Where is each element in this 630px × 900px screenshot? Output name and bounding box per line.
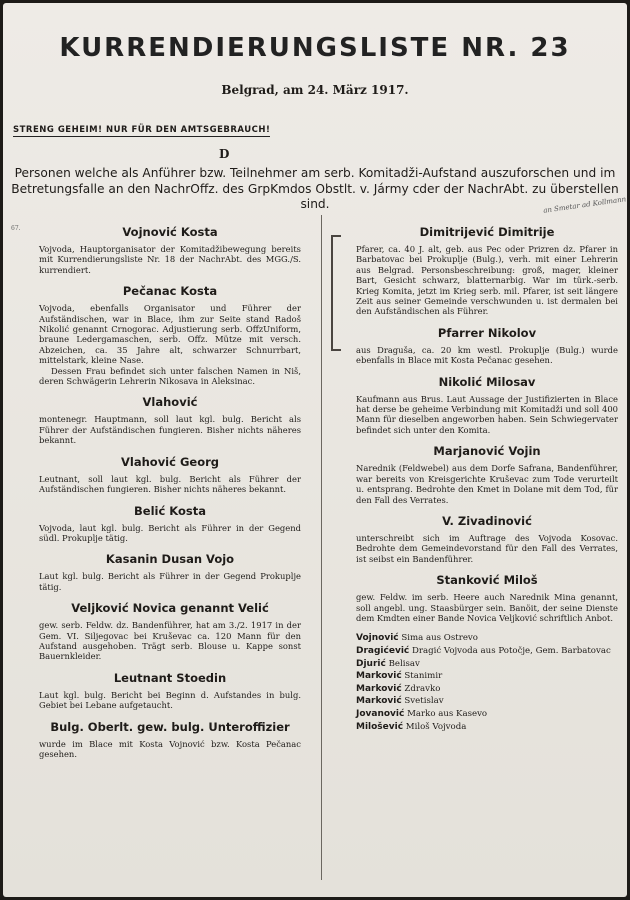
entry-kasanin-dusan-vojo (39, 552, 301, 592)
entry-leutnant-stoedin (39, 671, 301, 711)
entry-belic-kosta (39, 504, 301, 544)
list-item-detail: Miloš Vojvoda (405, 721, 467, 732)
entry-name: Vojnović Kosta (122, 225, 218, 239)
right-column (356, 225, 618, 733)
entry-bulg-oberlt (39, 720, 301, 760)
list-item (356, 695, 618, 708)
list-item-detail: Sima aus Ostrevo (401, 633, 478, 644)
list-item (356, 683, 618, 696)
entry-description: Pfarer, ca. 40 J. alt, geb. aus Pec oder Prizren dz. Pfarer in Barbatovac bei Prokuplje (Bulg.), verh. mit einer Lehrerin aus Belgrad. Personsbeschreibung: groß, mager, kleiner Bart, Gesicht schwarz, blatternarbig. War im türk.-serb. Krieg Komita, jetzt im Krieg serb. mil. Pfarer, ist seit längere Zeit aus seiner Gemeinde verschwunden u. ist dermalen bei den Aufständischen als Führer. (356, 244, 618, 317)
list-item (356, 658, 618, 671)
margin-note: an Smetar ad Kollmann (542, 195, 627, 215)
entry-name: Kasanin Dusan Vojo (105, 552, 235, 567)
list-item (356, 721, 618, 734)
entry-name: Vlahović Georg (121, 454, 219, 469)
entry-name: Pečanac Kosta (122, 284, 218, 299)
entry-name: Leutnant Stoedin (113, 670, 227, 685)
entry-name: Nikolić Milosav (438, 374, 536, 389)
intro-paragraph: Personen welche als Anführer bzw. Teilnehmer am serb. Komitadži-Aufstand auszuforschen und im Betretungsfalle an den NachrOffz. des GrpKmdos Obstlt. v. Jármy cder der NachrAbt. zu überstellen sind. (11, 166, 619, 211)
entry-description: gew. Feldw. im serb. Heere auch Narednik Mina genannt, soll angebl. ung. Staasbürger sein. Banöit, der seine Dienste dem Kmdten einer Bande Novica Veljković schriftlich Anbot. (356, 592, 618, 623)
list-item-detail: Stanimir (404, 671, 443, 682)
list-item (356, 632, 618, 645)
entry-stankovic-milos (356, 573, 618, 623)
entry-description: unterschreibt sich im Auftrage des Vojvoda Kosovac. Bedrohte dem Gemeindevorstand für den Fall des Verrates, ist seibst ein Bandenführer. (356, 532, 618, 564)
entry-veljkovic-novica (39, 601, 301, 662)
list-item-surname: Milošević (356, 721, 404, 732)
entry-description: Vojvoda, ebenfalls Organisator und Führer der Aufständischen, war in Blace, ihm zur Seite stand Radoš Nikolić genannt Crnogorac. Adjustierung serb. OffzUniform, braune Ledergamaschen, serb. Offz. Mütze mit versch. Abzeichen, ca. 35 Jahre alt, schwarzer Schnurrbart, mittelstark, kleine Nase. (39, 303, 301, 366)
entry-name: Belić Kosta (134, 503, 206, 518)
handwritten-mark: D (219, 147, 230, 161)
list-item-surname: Dragićević (356, 645, 410, 656)
secret-notice: STRENG GEHEIM! NUR FÜR DEN AMTSGEBRAUCH! (13, 125, 271, 135)
entry-description: Laut kgl. bulg. Bericht bei Beginn d. Aufstandes in bulg. Gebiet bei Lebane aufgetaucht. (39, 689, 301, 711)
list-item-surname: Marković (356, 683, 402, 694)
entry-zivadinovic (356, 514, 618, 564)
list-item-detail: Dragić Vojvoda aus Potočje, Gem. Barbatovac (411, 645, 611, 656)
document-title: KURRENDIERUNGSLISTE NR. 23 (59, 33, 571, 63)
list-item-detail: Zdravko (404, 683, 441, 694)
entry-description: Narednik (Feldwebel) aus dem Dorfe Safrana, Bandenführer, war bereits von Kreisgerichte Kruševac zum Tode verurteilt u. entsprang. Bedrohte den Kmet in Dolane mit dem Tod, für den Fall des Verrates. (356, 463, 618, 505)
list-item (356, 708, 618, 721)
list-item-surname: Djurić (356, 658, 386, 669)
entry-name: Pfarrer Nikolov (437, 325, 537, 340)
entry-dimitrijevic-dimitrije (356, 225, 618, 317)
entry-name: Veljković Novica genannt Velić (71, 601, 269, 616)
entry-name: V. Zivadinović (442, 513, 532, 528)
bracket-mark (331, 235, 341, 351)
entry-description: Leutnant, soll laut kgl. bulg. Bericht als Führer der Aufständischen fungieren. Bisher nichts näheres bekannt. (39, 473, 301, 495)
list-item-detail: Belisav (388, 658, 420, 669)
dateline: Belgrad, am 24. März 1917. (221, 83, 409, 97)
entry-description: aus Draguša, ca. 20 km westl. Prokuplje (Bulg.) wurde ebenfalls in Blace mit Kosta Pečanac gesehen. (356, 344, 618, 366)
list-item-detail: Marko aus Kasevo (407, 708, 488, 719)
entry-description: montenegr. Hauptmann, soll laut kgl. bulg. Bericht als Führer der Aufständischen fungieren. Bisher nichts näheres bekannt. (39, 414, 301, 446)
entry-name: Marjanović Vojin (433, 444, 541, 459)
page-number: 67. (11, 225, 21, 232)
list-item-surname: Jovanović (356, 708, 405, 719)
entry-name: Vlahović (142, 395, 198, 410)
list-item (356, 670, 618, 683)
entry-description: wurde im Blace mit Kosta Vojnović bzw. Kosta Pečanac gesehen. (39, 738, 301, 759)
entry-name: Bulg. Oberlt. gew. bulg. Unteroffizier (50, 719, 290, 734)
document-sheet (3, 3, 627, 897)
entry-nikolic-milosav (356, 375, 618, 436)
entry-vlahovic (39, 395, 301, 445)
entry-description: Laut kgl. bulg. Bericht als Führer in der Gegend Prokuplje tätig. (39, 571, 301, 592)
left-column (39, 225, 301, 768)
column-divider (321, 215, 322, 880)
entry-description: Kaufmann aus Brus. Laut Aussage der Justifizierten in Blace hat derse be geheime Verbindung mit Komitadži und soll 400 Mann für dieselben angeworben haben. Sein Schwiegervater befindet sich unter den Komita. (356, 393, 618, 435)
list-item (356, 645, 618, 658)
list-item-surname: Marković (356, 696, 402, 707)
entry-marjanovic-vojin (356, 444, 618, 505)
entry-name: Dimitrijević Dimitrije (419, 225, 555, 239)
entry-description: gew. serb. Feldw. dz. Bandenführer, hat am 3./2. 1917 in der Gem. VI. Siljegovac bei Kruševac ca. 120 Mann für den Aufstand ausgehoben. Trägt serb. Blouse u. Kappe sonst Bauernkleider. (39, 620, 301, 662)
list-item-surname: Marković (356, 671, 402, 682)
entry-description: Vojvoda, Hauptorganisator der Komitadžibewegung bereits mit Kurrendierungsliste Nr. 18 der NachrAbt. des MGG./S. kurrendiert. (39, 244, 301, 275)
entry-pecanac-kosta (39, 284, 301, 386)
list-item-surname: Vojnović (356, 633, 399, 644)
list-item-detail: Svetislav (404, 696, 444, 707)
entry-vojnovic-kosta (39, 225, 301, 275)
name-list (356, 632, 618, 733)
entry-description-extra: Dessen Frau befindet sich unter falschen Namen in Niš, deren Schwägerin Lehrerin Nikosava in Aleksinac. (39, 365, 301, 387)
entry-pfarrer-nikolov (356, 326, 618, 366)
entry-name: Stanković Miloš (436, 573, 538, 588)
entry-vlahovic-georg (39, 455, 301, 495)
entry-description: Vojvoda, laut kgl. bulg. Bericht als Führer in der Gegend südl. Prokuplje tätig. (39, 522, 301, 543)
